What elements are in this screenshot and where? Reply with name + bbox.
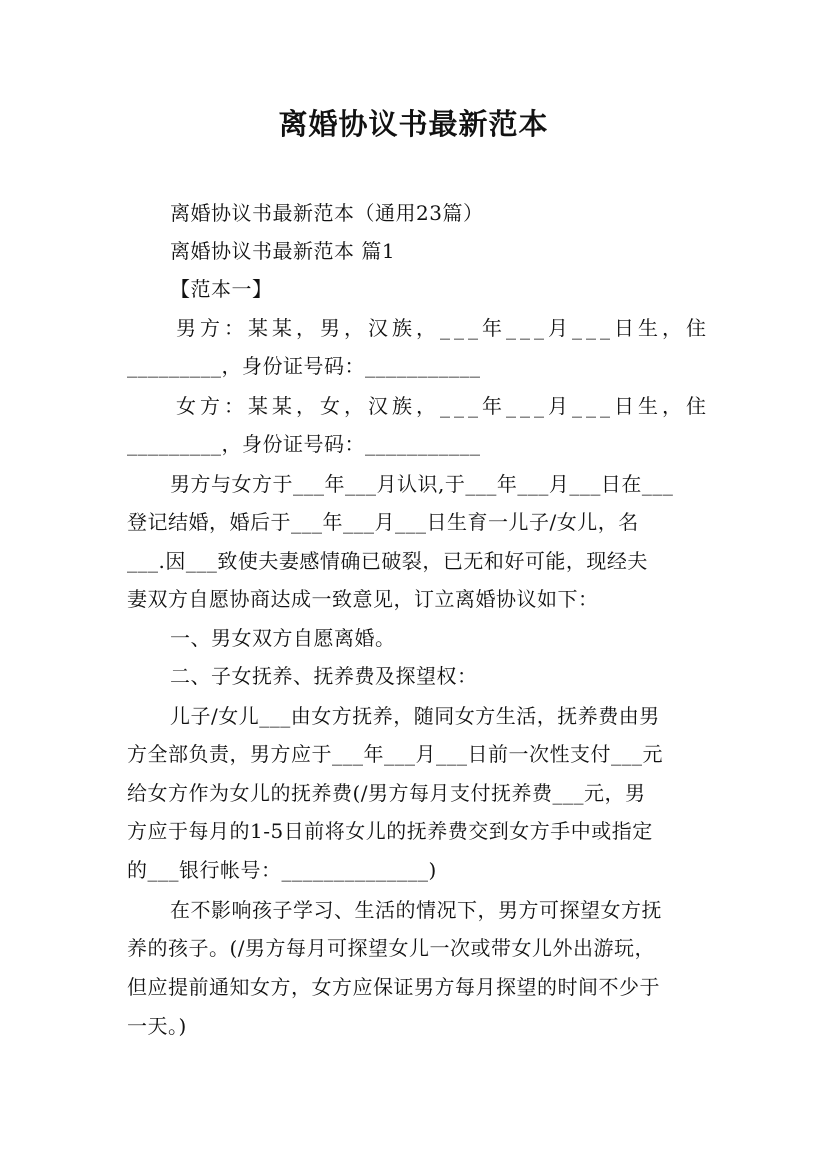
document-title: 离婚协议书最新范本 bbox=[278, 107, 549, 141]
paragraph-line: 男方与女方于___年___月认识,于___年___月___日在___ bbox=[170, 472, 674, 496]
paragraph-line: 方全部负责，男方应于___年___月___日前一次性支付___元 bbox=[127, 742, 663, 766]
paragraph-line: 的___银行帐号：______________) bbox=[127, 858, 437, 882]
paragraph-line: 男方：某某，男，汉族，___年___月___日生，住 bbox=[176, 316, 710, 340]
clause-line: 一、男女双方自愿离婚。 bbox=[170, 626, 396, 650]
paragraph-line: 女方：某某，女，汉族，___年___月___日生，住 bbox=[176, 394, 710, 418]
paragraph-line: 登记结婚，婚后于___年___月___日生育一儿子/女儿，名 bbox=[127, 510, 639, 534]
paragraph-line: 方应于每月的1-5日前将女儿的抚养费交到女方手中或指定 bbox=[127, 819, 653, 843]
paragraph-line: 养的孩子。(/男方每月可探望女儿一次或带女儿外出游玩， bbox=[127, 936, 656, 960]
section-heading: 离婚协议书最新范本 篇1 bbox=[170, 239, 396, 263]
clause-line: 二、子女抚养、抚养费及探望权： bbox=[170, 664, 478, 688]
subtitle-line: 离婚协议书最新范本（通用23篇） bbox=[170, 201, 484, 225]
paragraph-line: 一天。) bbox=[127, 1014, 187, 1038]
paragraph-line: 但应提前通知女方，女方应保证男方每月探望的时间不少于 bbox=[127, 975, 660, 999]
template-label: 【范本一】 bbox=[170, 277, 273, 301]
paragraph-line: _________，身份证号码：___________ bbox=[127, 354, 481, 378]
paragraph-line: 给女方作为女儿的抚养费(/男方每月支付抚养费___元，男 bbox=[127, 781, 646, 805]
paragraph-line: ___.因___致使夫妻感情确已破裂，已无和好可能，现经夫 bbox=[127, 549, 648, 573]
paragraph-line: 妻双方自愿协商达成一致意见，订立离婚协议如下： bbox=[127, 587, 599, 611]
paragraph-line: _________，身份证号码：___________ bbox=[127, 432, 481, 456]
paragraph-line: 在不影响孩子学习、生活的情况下，男方可探望女方抚 bbox=[170, 898, 662, 922]
paragraph-line: 儿子/女儿___由女方抚养，随同女方生活，抚养费由男 bbox=[170, 704, 660, 728]
